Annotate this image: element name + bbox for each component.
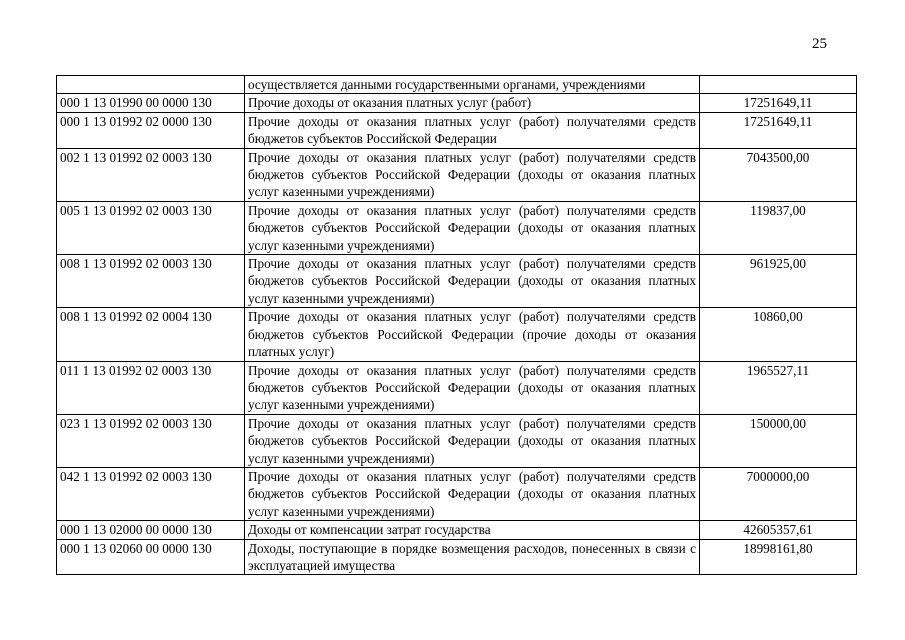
table-row [57,94,857,112]
table-row [57,414,857,467]
amount-cell [700,76,857,94]
table-row [57,467,857,520]
amount-cell: 7043500,00 [700,148,857,201]
amount-cell: 18998161,80 [700,539,857,575]
table-row [57,521,857,539]
budget-code-cell: 005 1 13 01992 02 0003 130 [57,201,245,254]
budget-code-cell: 011 1 13 01992 02 0003 130 [57,361,245,414]
amount-cell: 17251649,11 [700,112,857,148]
budget-code-cell: 008 1 13 01992 02 0004 130 [57,308,245,361]
table-row [57,308,857,361]
revenue-name-cell: Прочие доходы от оказания платных услуг (работ) получателями средств бюджетов субъектов Российской Федерации (прочие доходы от оказания платных услуг) [245,308,700,361]
revenue-table [56,75,857,575]
revenue-name-cell: Прочие доходы от оказания платных услуг (работ) получателями средств бюджетов субъектов Российской Федерации (доходы от оказания платных услуг казенными учреждениями) [245,148,700,201]
revenue-name-cell: Прочие доходы от оказания платных услуг (работ) получателями средств бюджетов субъектов Российской Федерации (доходы от оказания платных услуг казенными учреждениями) [245,201,700,254]
budget-code-cell: 000 1 13 01990 00 0000 130 [57,94,245,112]
budget-code-cell: 023 1 13 01992 02 0003 130 [57,414,245,467]
table-row [57,201,857,254]
revenue-name-cell: Доходы от компенсации затрат государства [245,521,700,539]
revenue-name-cell: Прочие доходы от оказания платных услуг (работ) получателями средств бюджетов субъектов Российской Федерации (доходы от оказания платных услуг казенными учреждениями) [245,361,700,414]
budget-code-cell: 042 1 13 01992 02 0003 130 [57,467,245,520]
amount-cell: 1965527,11 [700,361,857,414]
table-row [57,539,857,575]
amount-cell: 961925,00 [700,255,857,308]
revenue-name-cell: Доходы, поступающие в порядке возмещения расходов, понесенных в связи с эксплуатацией имущества [245,539,700,575]
amount-cell: 7000000,00 [700,467,857,520]
budget-code-cell: 000 1 13 02060 00 0000 130 [57,539,245,575]
budget-code-cell [57,76,245,94]
table-row [57,112,857,148]
revenue-name-cell: Прочие доходы от оказания платных услуг (работ) получателями средств бюджетов субъектов Российской Федерации (доходы от оказания платных услуг казенными учреждениями) [245,414,700,467]
page-number: 25 [812,36,827,52]
revenue-name-cell: осуществляется данными государственными органами, учреждениями [245,76,700,94]
amount-cell: 10860,00 [700,308,857,361]
amount-cell: 119837,00 [700,201,857,254]
revenue-name-cell: Прочие доходы от оказания платных услуг (работ) получателями средств бюджетов субъектов Российской Федерации [245,112,700,148]
budget-code-cell: 000 1 13 02000 00 0000 130 [57,521,245,539]
revenue-name-cell: Прочие доходы от оказания платных услуг (работ) получателями средств бюджетов субъектов Российской Федерации (доходы от оказания платных услуг казенными учреждениями) [245,467,700,520]
table-row [57,76,857,94]
revenue-name-cell: Прочие доходы от оказания платных услуг (работ) [245,94,700,112]
budget-code-cell: 002 1 13 01992 02 0003 130 [57,148,245,201]
budget-code-cell: 008 1 13 01992 02 0003 130 [57,255,245,308]
amount-cell: 17251649,11 [700,94,857,112]
amount-cell: 150000,00 [700,414,857,467]
table-row [57,361,857,414]
budget-code-cell: 000 1 13 01992 02 0000 130 [57,112,245,148]
table-row [57,148,857,201]
revenue-name-cell: Прочие доходы от оказания платных услуг (работ) получателями средств бюджетов субъектов Российской Федерации (доходы от оказания платных услуг казенными учреждениями) [245,255,700,308]
table-row [57,255,857,308]
amount-cell: 42605357,61 [700,521,857,539]
